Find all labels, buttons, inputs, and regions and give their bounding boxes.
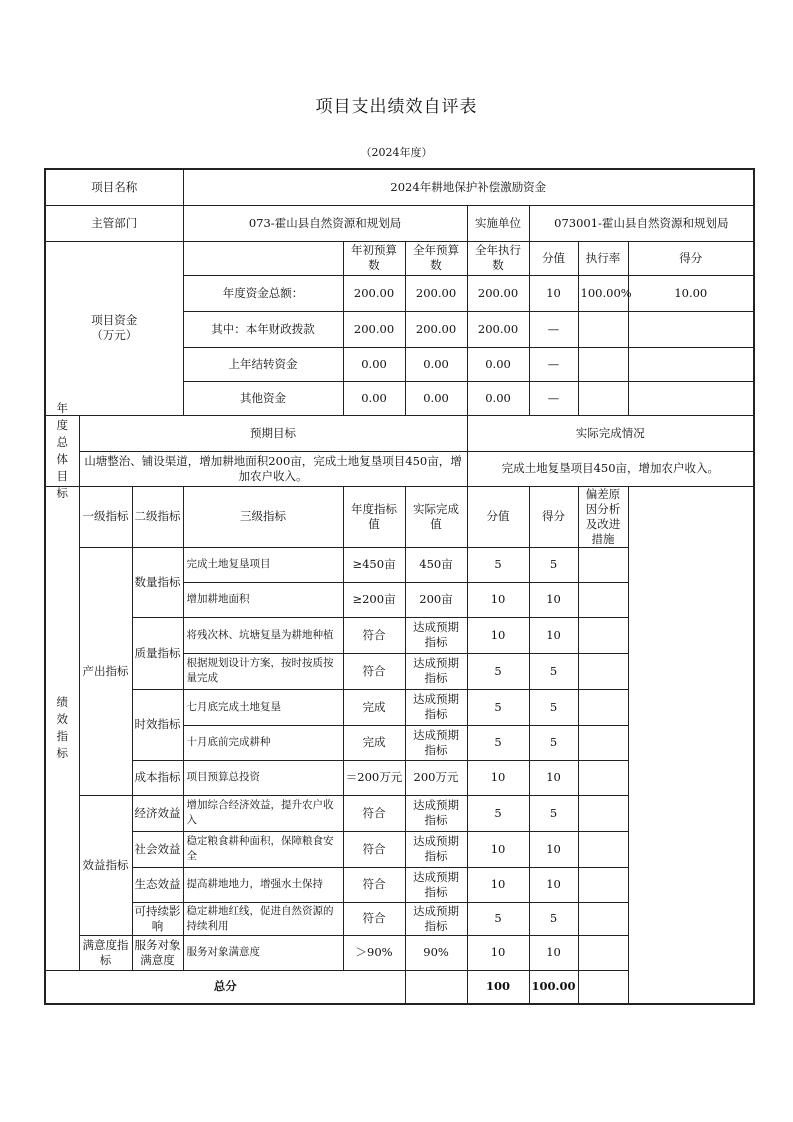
level3: 增加综合经济效益，提升农户收入 <box>183 795 343 831</box>
analysis <box>578 902 628 935</box>
analysis <box>578 689 628 725</box>
target: ≥450亩 <box>343 547 405 582</box>
weight: 10 <box>467 935 529 970</box>
indicator-row <box>45 902 754 935</box>
score: 5 <box>529 725 578 760</box>
target: 符合 <box>343 653 405 689</box>
funds-header-executed: 全年执行数 <box>467 241 529 275</box>
page-title: 项目支出绩效自评表 <box>315 97 478 117</box>
year-label: （2024年度） <box>360 146 433 159</box>
target: 符合 <box>343 867 405 902</box>
actual: 200万元 <box>405 760 467 795</box>
funds-row-label: 上年结转资金 <box>183 347 343 381</box>
actual: 达成预期指标 <box>405 725 467 760</box>
header-level1: 一级指标 <box>79 486 132 547</box>
header-target: 年度指标值 <box>343 486 405 547</box>
level3: 项目预算总投资 <box>183 760 343 795</box>
level3: 完成土地复垦项目 <box>183 547 343 582</box>
weight: 5 <box>467 725 529 760</box>
weight: 10 <box>467 867 529 902</box>
funds-row-weight: — <box>529 311 578 347</box>
indicators-header-row <box>45 486 754 547</box>
funds-row-score: 10.00 <box>628 275 754 311</box>
indicator-row <box>45 617 754 653</box>
indicators-section-text: 绩效指标 <box>56 695 68 760</box>
funds-row-initial: 200.00 <box>343 275 405 311</box>
funds-row-executed: 0.00 <box>467 347 529 381</box>
target: ≥200亩 <box>343 582 405 617</box>
target: 符合 <box>343 795 405 831</box>
target: ＞90% <box>343 935 405 970</box>
indicator-row <box>45 760 754 795</box>
level3: 七月底完成土地复垦 <box>183 689 343 725</box>
goals-expected-value: 山塘整治、铺设渠道，增加耕地面积200亩，完成土地复垦项目450亩，增加农户收入。 <box>79 451 467 486</box>
target: ＝200万元 <box>343 760 405 795</box>
level1-output: 产出指标 <box>79 547 132 795</box>
analysis <box>578 831 628 867</box>
dept-label: 主管部门 <box>45 205 183 241</box>
funds-row-score <box>628 381 754 415</box>
funds-header-rate: 执行率 <box>578 241 628 275</box>
score: 5 <box>529 795 578 831</box>
funds-row-annual: 200.00 <box>405 311 467 347</box>
funds-row-executed: 0.00 <box>467 381 529 415</box>
level3: 将残次林、坑塘复垦为耕地种植 <box>183 617 343 653</box>
funds-row-weight: — <box>529 347 578 381</box>
level2-sustainable: 可持续影响 <box>132 902 183 935</box>
funds-row-label: 年度资金总额： <box>183 275 343 311</box>
weight: 5 <box>467 902 529 935</box>
level3: 增加耕地面积 <box>183 582 343 617</box>
target: 符合 <box>343 617 405 653</box>
total-score: 100.00 <box>529 970 578 1004</box>
project-name-value: 2024年耕地保护补偿激励资金 <box>183 169 754 205</box>
score: 5 <box>529 547 578 582</box>
funds-row-weight: — <box>529 381 578 415</box>
level3: 提高耕地地力，增强水土保持 <box>183 867 343 902</box>
level1-satisfaction: 满意度指标 <box>79 935 132 970</box>
level3: 稳定粮食耕种面积，保障粮食安全 <box>183 831 343 867</box>
actual: 达成预期指标 <box>405 902 467 935</box>
project-name-label: 项目名称 <box>45 169 183 205</box>
weight: 10 <box>467 617 529 653</box>
analysis <box>578 582 628 617</box>
level2-cost: 成本指标 <box>132 760 183 795</box>
target: 符合 <box>343 902 405 935</box>
weight: 10 <box>467 582 529 617</box>
funds-section-label <box>45 241 183 415</box>
indicator-row <box>45 831 754 867</box>
total-label: 总分 <box>45 970 405 1004</box>
level2-quality: 质量指标 <box>132 617 183 689</box>
indicator-row <box>45 795 754 831</box>
level2-ecological: 生态效益 <box>132 867 183 902</box>
total-actual <box>405 970 467 1004</box>
funds-header-annual: 全年预算数 <box>405 241 467 275</box>
funds-row-score <box>628 311 754 347</box>
funds-row-rate <box>578 311 628 347</box>
level2-service-satisfaction: 服务对象满意度 <box>132 935 183 970</box>
weight: 5 <box>467 653 529 689</box>
analysis <box>578 795 628 831</box>
score: 10 <box>529 582 578 617</box>
actual: 达成预期指标 <box>405 867 467 902</box>
actual: 达成预期指标 <box>405 795 467 831</box>
score: 5 <box>529 653 578 689</box>
funds-header-weight: 分值 <box>529 241 578 275</box>
score: 10 <box>529 867 578 902</box>
score: 10 <box>529 831 578 867</box>
indicators-section-label <box>45 486 79 970</box>
funds-header-blank <box>183 241 343 275</box>
funds-row-initial: 200.00 <box>343 311 405 347</box>
level2-quantity: 数量指标 <box>132 547 183 617</box>
analysis <box>578 617 628 653</box>
analysis <box>578 935 628 970</box>
funds-row-initial: 0.00 <box>343 347 405 381</box>
score: 10 <box>529 617 578 653</box>
total-row <box>45 970 754 1004</box>
level2-economic: 经济效益 <box>132 795 183 831</box>
project-name-row <box>45 169 754 205</box>
funds-row-executed: 200.00 <box>467 275 529 311</box>
funds-header-row <box>45 241 754 275</box>
goals-actual-header: 实际完成情况 <box>467 415 754 451</box>
level2-timeliness: 时效指标 <box>132 689 183 760</box>
weight: 10 <box>467 760 529 795</box>
level2-social: 社会效益 <box>132 831 183 867</box>
indicator-row <box>45 867 754 902</box>
impl-label: 实施单位 <box>467 205 529 241</box>
weight: 10 <box>467 831 529 867</box>
total-analysis <box>578 970 628 1004</box>
actual: 90% <box>405 935 467 970</box>
level3: 根据规划设计方案，按时按质按量完成 <box>183 653 343 689</box>
header-analysis: 偏差原因分析及改进措施 <box>578 486 628 547</box>
indicator-row <box>45 935 754 970</box>
level3: 十月底前完成耕种 <box>183 725 343 760</box>
header-level3: 三级指标 <box>183 486 343 547</box>
funds-row-rate <box>578 381 628 415</box>
weight: 5 <box>467 547 529 582</box>
funds-row-score <box>628 347 754 381</box>
dept-value: 073-霍山县自然资源和规划局 <box>183 205 467 241</box>
weight: 5 <box>467 689 529 725</box>
analysis <box>578 547 628 582</box>
analysis <box>578 725 628 760</box>
actual: 450亩 <box>405 547 467 582</box>
header-actual: 实际完成值 <box>405 486 467 547</box>
impl-value: 073001-霍山县自然资源和规划局 <box>529 205 754 241</box>
funds-row-initial: 0.00 <box>343 381 405 415</box>
actual: 200亩 <box>405 582 467 617</box>
score: 10 <box>529 935 578 970</box>
indicator-row <box>45 689 754 725</box>
funds-row-label: 其他资金 <box>183 381 343 415</box>
header-score: 得分 <box>529 486 578 547</box>
level3: 服务对象满意度 <box>183 935 343 970</box>
goals-section-label <box>45 400 79 500</box>
funds-header-score: 得分 <box>628 241 754 275</box>
header-weight: 分值 <box>467 486 529 547</box>
funds-row-annual: 200.00 <box>405 275 467 311</box>
department-row <box>45 205 754 241</box>
goals-section-text: 年度总体目标 <box>56 400 68 500</box>
score: 5 <box>529 902 578 935</box>
actual: 达成预期指标 <box>405 617 467 653</box>
target: 完成 <box>343 725 405 760</box>
target: 符合 <box>343 831 405 867</box>
actual: 达成预期指标 <box>405 831 467 867</box>
funds-header-initial: 年初预算数 <box>343 241 405 275</box>
weight: 5 <box>467 795 529 831</box>
goals-header-row <box>45 415 754 451</box>
funds-row-executed: 200.00 <box>467 311 529 347</box>
goals-actual-value: 完成土地复垦项目450亩，增加农户收入。 <box>467 451 754 486</box>
score: 5 <box>529 689 578 725</box>
actual: 达成预期指标 <box>405 653 467 689</box>
self-evaluation-table <box>44 168 755 1005</box>
total-weight: 100 <box>467 970 529 1004</box>
goals-content-row <box>45 451 754 486</box>
level1-benefit: 效益指标 <box>79 795 132 935</box>
funds-row-rate <box>578 347 628 381</box>
funds-row-weight: 10 <box>529 275 578 311</box>
header-level2: 二级指标 <box>132 486 183 547</box>
goals-expected-header: 预期目标 <box>79 415 467 451</box>
funds-row-annual: 0.00 <box>405 347 467 381</box>
analysis <box>578 653 628 689</box>
analysis <box>578 867 628 902</box>
funds-label-line2: （万元） <box>91 328 138 342</box>
funds-row-rate: 100.00% <box>578 275 628 311</box>
actual: 达成预期指标 <box>405 689 467 725</box>
score: 10 <box>529 760 578 795</box>
level3: 稳定耕地红线，促进自然资源的持续利用 <box>183 902 343 935</box>
funds-row-annual: 0.00 <box>405 381 467 415</box>
analysis <box>578 760 628 795</box>
funds-row-label: 其中：本年财政拨款 <box>183 311 343 347</box>
target: 完成 <box>343 689 405 725</box>
funds-label-line1: 项目资金 <box>91 313 138 327</box>
indicator-row <box>45 547 754 582</box>
